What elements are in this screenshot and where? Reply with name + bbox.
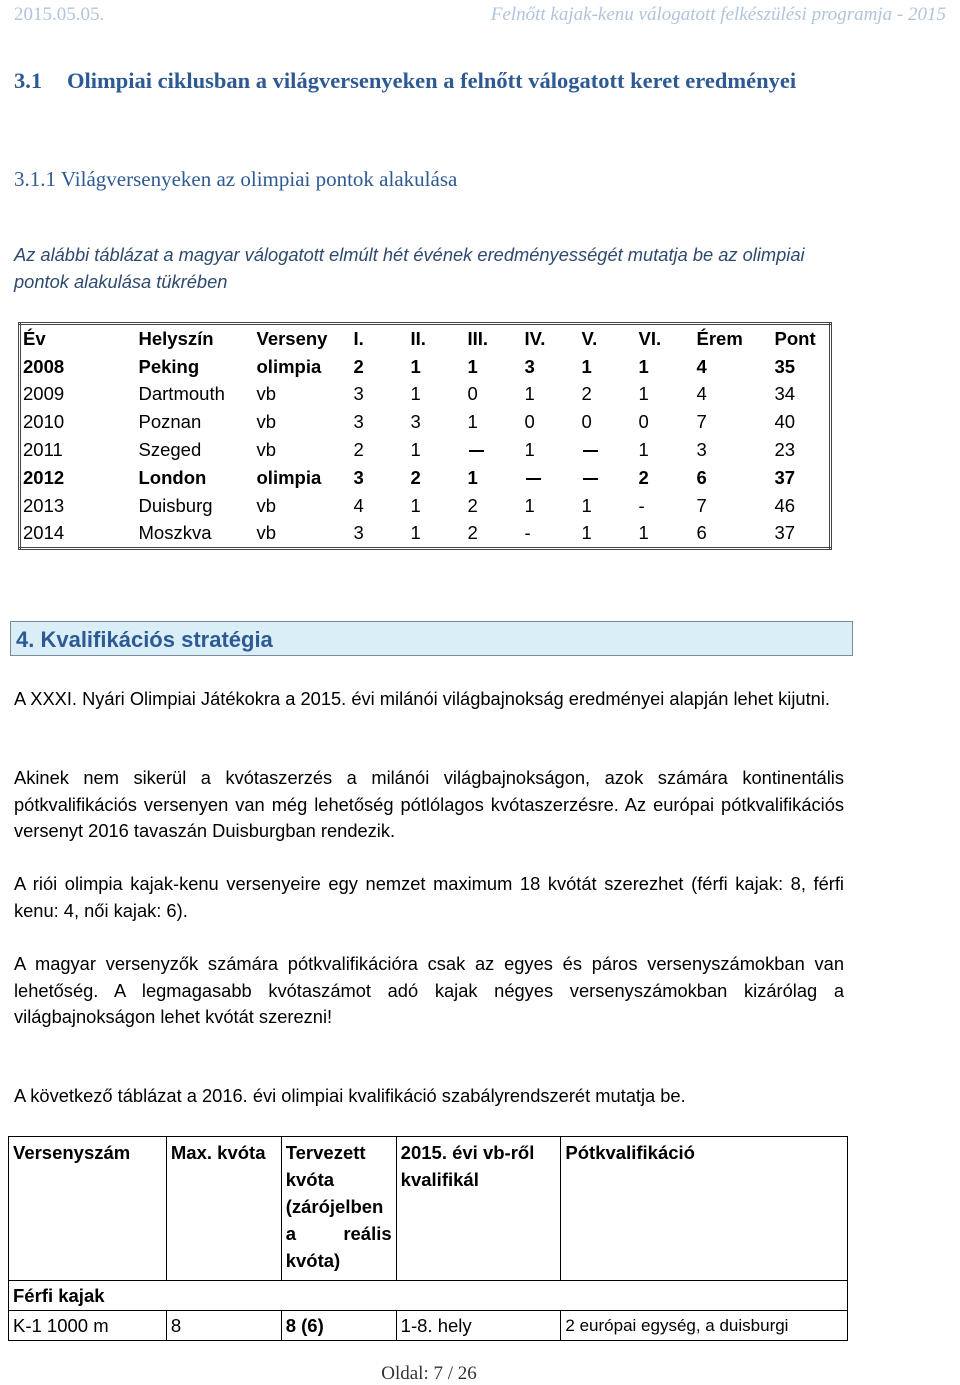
dash-mark [469,450,484,452]
results-cell: 2 [467,522,478,544]
results-cell: 1 [524,494,535,516]
section4-heading: 4. Kvalifikációs stratégia [10,621,853,656]
results-cell: 1 [581,494,592,516]
dash-mark [526,478,541,480]
quota-cell: 1-8. hely [396,1311,561,1341]
results-cell: 4 [696,383,707,405]
paragraph-2: Akinek nem sikerül a kvótaszerzés a milánói világbajnokságon, azok számára kontinentális pótkvalifikációs versenyen van még lehetőség pótlólagos kvótaszerzésre. Az európai pótkvalifikációs versenyt 2016 tavaszán Duisburgban rendezik. [14,767,844,841]
quota-table [8,1136,848,1341]
results-cell: 2013 [23,494,65,516]
results-cell: 37 [774,522,796,544]
results-row [20,436,831,464]
quota-group-row [9,1281,848,1311]
paragraph-4: A magyar versenyzők számára pótkvalifikációra csak az egyes és páros versenyszámokban van lehetőség. A legmagasabb kvótaszámot adó kajak négyes versenyszámokban kizárólag a világbajnokságon lehet kvótát szerezni! [14,953,844,1027]
results-cell: 0 [581,411,592,433]
results-cell: 23 [774,439,796,461]
page-header [14,4,946,28]
quota-header-cell: Max. kvóta [166,1137,281,1281]
results-header-cell: Év [23,327,46,349]
results-header-cell: Verseny [256,327,328,349]
results-cell: 2008 [23,355,65,377]
results-header-cell: Pont [774,327,816,349]
results-cell: 1 [638,522,649,544]
quota-cell: K-1 1000 m [9,1311,167,1341]
quota-header-cell: Tervezett kvóta (zárójelben a reális kvóta) [281,1137,396,1281]
results-cell: 6 [696,466,707,488]
results-cell: Dartmouth [138,383,225,405]
results-header-cell: V. [581,327,598,349]
results-cell: 3 [353,466,364,488]
results-table [18,322,832,550]
section-heading [14,67,846,95]
results-cell: 4 [353,494,364,516]
results-cell: vb [256,494,277,516]
results-cell: 37 [774,466,796,488]
results-cell: 1 [638,439,649,461]
results-header-cell: Helyszín [138,327,214,349]
footer-page: 7 [433,1363,443,1384]
results-cell: 3 [524,355,535,377]
intro-paragraph: Az alábbi táblázat a magyar válogatott elmúlt hét évének eredményességét mutatja be az olimpiai pontok alakulása tükrében [14,244,805,292]
results-cell: 1 [410,355,421,377]
results-header-cell: I. [353,327,364,349]
results-cell: 1 [524,383,535,405]
quota-cell: 8 (6) [281,1311,396,1341]
subsection-heading: 3.1.1 Világversenyeken az olimpiai pontok alakulása [14,167,458,191]
section-title: Olimpiai ciklusban a világversenyeken a felnőtt válogatott keret eredményei [67,68,797,93]
results-cell: Moszkva [138,522,212,544]
results-cell: 1 [410,383,421,405]
results-cell: 1 [638,355,649,377]
results-cell: 7 [696,411,707,433]
dash-mark [583,450,598,452]
results-row [20,381,831,409]
results-header-cell: VI. [638,327,662,349]
results-cell: 1 [524,439,535,461]
results-cell: London [138,466,207,488]
results-cell: 2011 [23,439,63,461]
section-number: 3.1 [14,68,43,93]
results-cell: vb [256,411,277,433]
results-cell: - [638,494,645,516]
footer-label: Oldal: [381,1363,429,1384]
results-cell [523,464,580,492]
results-cell: 3 [410,411,421,433]
results-cell: 1 [410,439,421,461]
paragraph-1: A XXXI. Nyári Olimpiai Játékokra a 2015. évi milánói világbajnokság eredményei alapján lehet kijutni. [14,688,830,709]
results-row [20,520,831,549]
results-cell: 6 [696,522,707,544]
results-cell: 3 [353,522,364,544]
results-cell: 2 [353,355,364,377]
results-cell: 40 [774,411,796,433]
results-cell: vb [256,439,277,461]
results-cell: 1 [410,522,421,544]
results-row [20,464,831,492]
results-cell: Duisburg [138,494,213,516]
quota-header-cell: Versenyszám [9,1137,167,1281]
quota-row [9,1311,848,1341]
results-cell: vb [256,522,277,544]
results-row [20,408,831,436]
results-cell: 1 [581,522,592,544]
results-cell: 34 [774,383,796,405]
quota-header-cell: 2015. évi vb-ről kvalifikál [396,1137,561,1281]
results-cell: 2012 [23,466,65,488]
results-header-cell: III. [467,327,489,349]
results-cell: - [524,522,531,544]
results-cell: 1 [410,494,421,516]
results-cell: 2 [638,466,649,488]
results-cell: 2014 [23,522,65,544]
results-cell: 2 [581,383,592,405]
results-cell: 2 [467,494,478,516]
results-cell [466,436,523,464]
results-cell: 2 [410,466,421,488]
footer-total: 26 [457,1363,477,1384]
results-cell: 1 [638,383,649,405]
results-cell: 2 [353,439,364,461]
header-title: Felnőtt kajak-kenu válogatott felkészülési programja - 2015 [490,4,946,25]
results-cell: 1 [581,355,592,377]
results-cell: 1 [467,355,478,377]
paragraph-3: A riói olimpia kajak-kenu versenyeire egy nemzet maximum 18 kvótát szerezhet (férfi kajak: 8, férfi kenu: 4, női kajak: 6). [14,873,844,921]
results-cell: 3 [353,411,364,433]
results-cell: 2010 [23,411,65,433]
results-cell: Poznan [138,411,202,433]
results-cell: olimpia [256,355,322,377]
results-cell: vb [256,383,277,405]
results-cell: 2009 [23,383,65,405]
results-cell: Peking [138,355,200,377]
results-cell [580,464,637,492]
results-cell: 3 [353,383,364,405]
footer-sep: / [447,1363,454,1384]
results-cell: 0 [524,411,535,433]
quota-header-cell: Pótkvalifikáció [561,1137,848,1281]
results-cell: 35 [774,355,796,377]
results-cell: 1 [467,466,478,488]
quota-cell: 8 [166,1311,281,1341]
quota-header-row [9,1137,848,1281]
results-cell: 0 [638,411,649,433]
results-cell: 46 [774,494,796,516]
results-header-cell: II. [410,327,426,349]
results-cell: Szeged [138,439,202,461]
results-row [20,353,831,381]
quota-group-label: Férfi kajak [9,1281,848,1311]
results-cell [580,436,637,464]
quota-cell: 2 európai egység, a duisburgi [561,1311,848,1341]
results-cell: 3 [696,439,707,461]
results-cell: 0 [467,383,478,405]
dash-mark [583,478,598,480]
page-footer [0,1363,858,1385]
results-header-row [20,324,831,353]
header-date: 2015.05.05. [14,4,105,25]
results-header-cell: IV. [524,327,546,349]
results-cell: olimpia [256,466,322,488]
results-row [20,492,831,520]
results-header-cell: Érem [696,327,743,349]
results-cell: 4 [696,355,707,377]
results-cell: 7 [696,494,707,516]
results-cell: 1 [467,411,478,433]
paragraph-5: A következő táblázat a 2016. évi olimpiai kvalifikáció szabályrendszerét mutatja be. [14,1085,686,1106]
